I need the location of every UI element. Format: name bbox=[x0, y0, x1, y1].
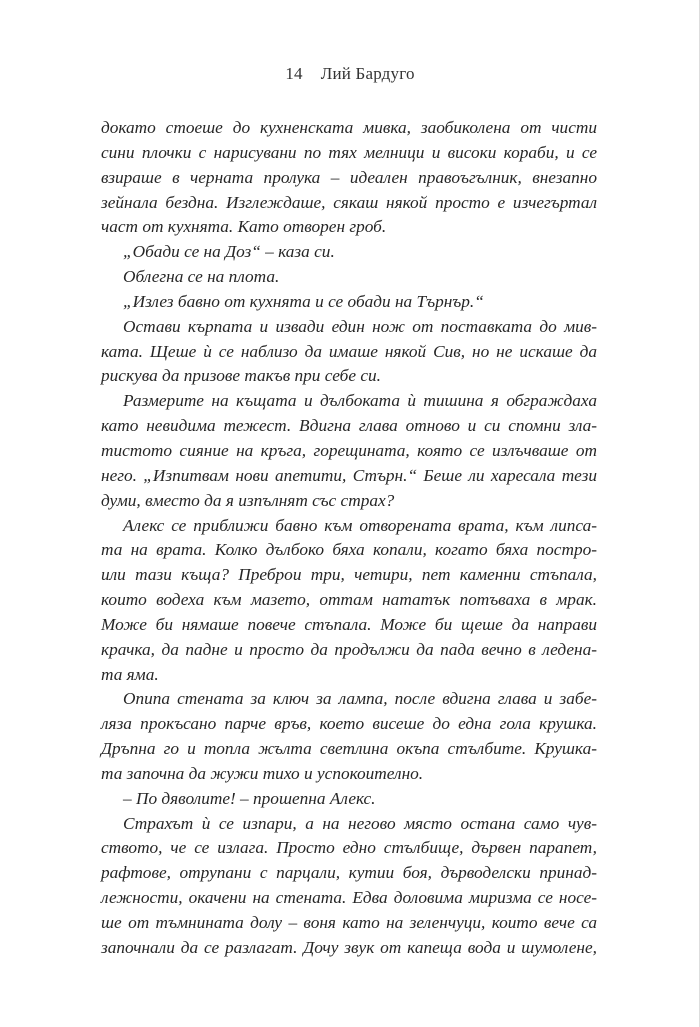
text-line: Страхът ѝ се изпари, а на негово място остана само чув- bbox=[123, 813, 597, 833]
text-line: думи, вместо да я изпълнят със страх? bbox=[101, 490, 395, 510]
text-line: та яма. bbox=[101, 664, 159, 684]
text-line: ката. Щеше ѝ се наблизо да имаше някой Сив, но не искаше да bbox=[101, 341, 597, 361]
text-line: ството, че се излага. Просто едно стълбище, дървен парапет, bbox=[101, 838, 597, 858]
text-line: като невидима тежест. Вдигна глава отново и си спомни зла- bbox=[101, 416, 597, 436]
text-line: – По дяволите! – прошепна Алекс. bbox=[123, 788, 376, 808]
text-line: та започна да жужи тихо и успокоително. bbox=[101, 763, 424, 783]
text-line: Алекс се приближи бавно към отворената врата, към липса- bbox=[123, 515, 597, 535]
text-line: лежности, окачени на стената. Едва доловима миризма се носе- bbox=[101, 888, 597, 908]
page-number: 14 bbox=[285, 64, 303, 83]
text-line: сини плочки с нарисувани по тях мелници и високи кораби, и се bbox=[101, 142, 597, 162]
text-line: та на врата. Колко дълбоко бяха копали, когато бяха постро- bbox=[101, 540, 597, 560]
text-line: докато стоеше до кухненската мивка, заобиколена от чисти bbox=[101, 118, 597, 137]
running-header bbox=[0, 64, 700, 84]
text-line: започнали да се разлагат. Дочу звук от капеща вода и шумолене, bbox=[101, 937, 597, 957]
text-line: или тази къща? Преброи три, четири, пет каменни стъпала, bbox=[101, 565, 597, 585]
text-line: тистото сияние на кръга, горещината, която се излъчваше от bbox=[101, 440, 597, 460]
text-line: Размерите на къщата и дълбоката ѝ тишина я обграждаха bbox=[123, 391, 597, 411]
text-line: Дръпна го и топла жълта светлина окъпа стълбите. Крушка- bbox=[101, 739, 597, 759]
text-line: част от кухнята. Като отворен гроб. bbox=[101, 217, 387, 237]
text-line: Остави кърпата и извади един нож от поставката до мив- bbox=[123, 316, 597, 336]
text-line: „Обади се на Доз“ – каза си. bbox=[123, 242, 335, 262]
text-line: крачка, да падне и просто да продължи да пада вечно в ледена- bbox=[101, 639, 597, 659]
text-line: ше от тъмнината долу – воня като на зеленчуци, които вече са bbox=[101, 913, 597, 932]
body-text bbox=[101, 116, 597, 961]
text-line: него. „Изпитвам нови апетити, Стърн.“ Беше ли харесала тези bbox=[101, 465, 597, 485]
text-line: които водеха към мазето, оттам нататък потъваха в мрак. bbox=[101, 590, 597, 610]
text-line: взираше в черната пролука – идеален правоъгълник, внезапно bbox=[101, 167, 597, 187]
text-line: рафтове, отрупани с парцали, кутии боя, дърводелски принад- bbox=[101, 863, 597, 883]
text-line: „Излез бавно от кухнята и се обади на Търнър.“ bbox=[123, 291, 484, 311]
author-name: Лий Бардуго bbox=[320, 64, 415, 83]
text-line: рискува да призове такъв при себе си. bbox=[101, 366, 381, 386]
text-line: Облегна се на плота. bbox=[123, 267, 280, 287]
text-line: Опипа стената за ключ за лампа, после вдигна глава и забе- bbox=[123, 689, 597, 709]
text-line: ляза прокъсано парче връв, което висеше до една гола крушка. bbox=[101, 714, 597, 734]
text-line: зейнала бездна. Изглеждаше, сякаш някой просто е изчегъртал bbox=[101, 192, 597, 212]
text-line: Може би нямаше повече стъпала. Може би щеше да направи bbox=[101, 614, 597, 634]
